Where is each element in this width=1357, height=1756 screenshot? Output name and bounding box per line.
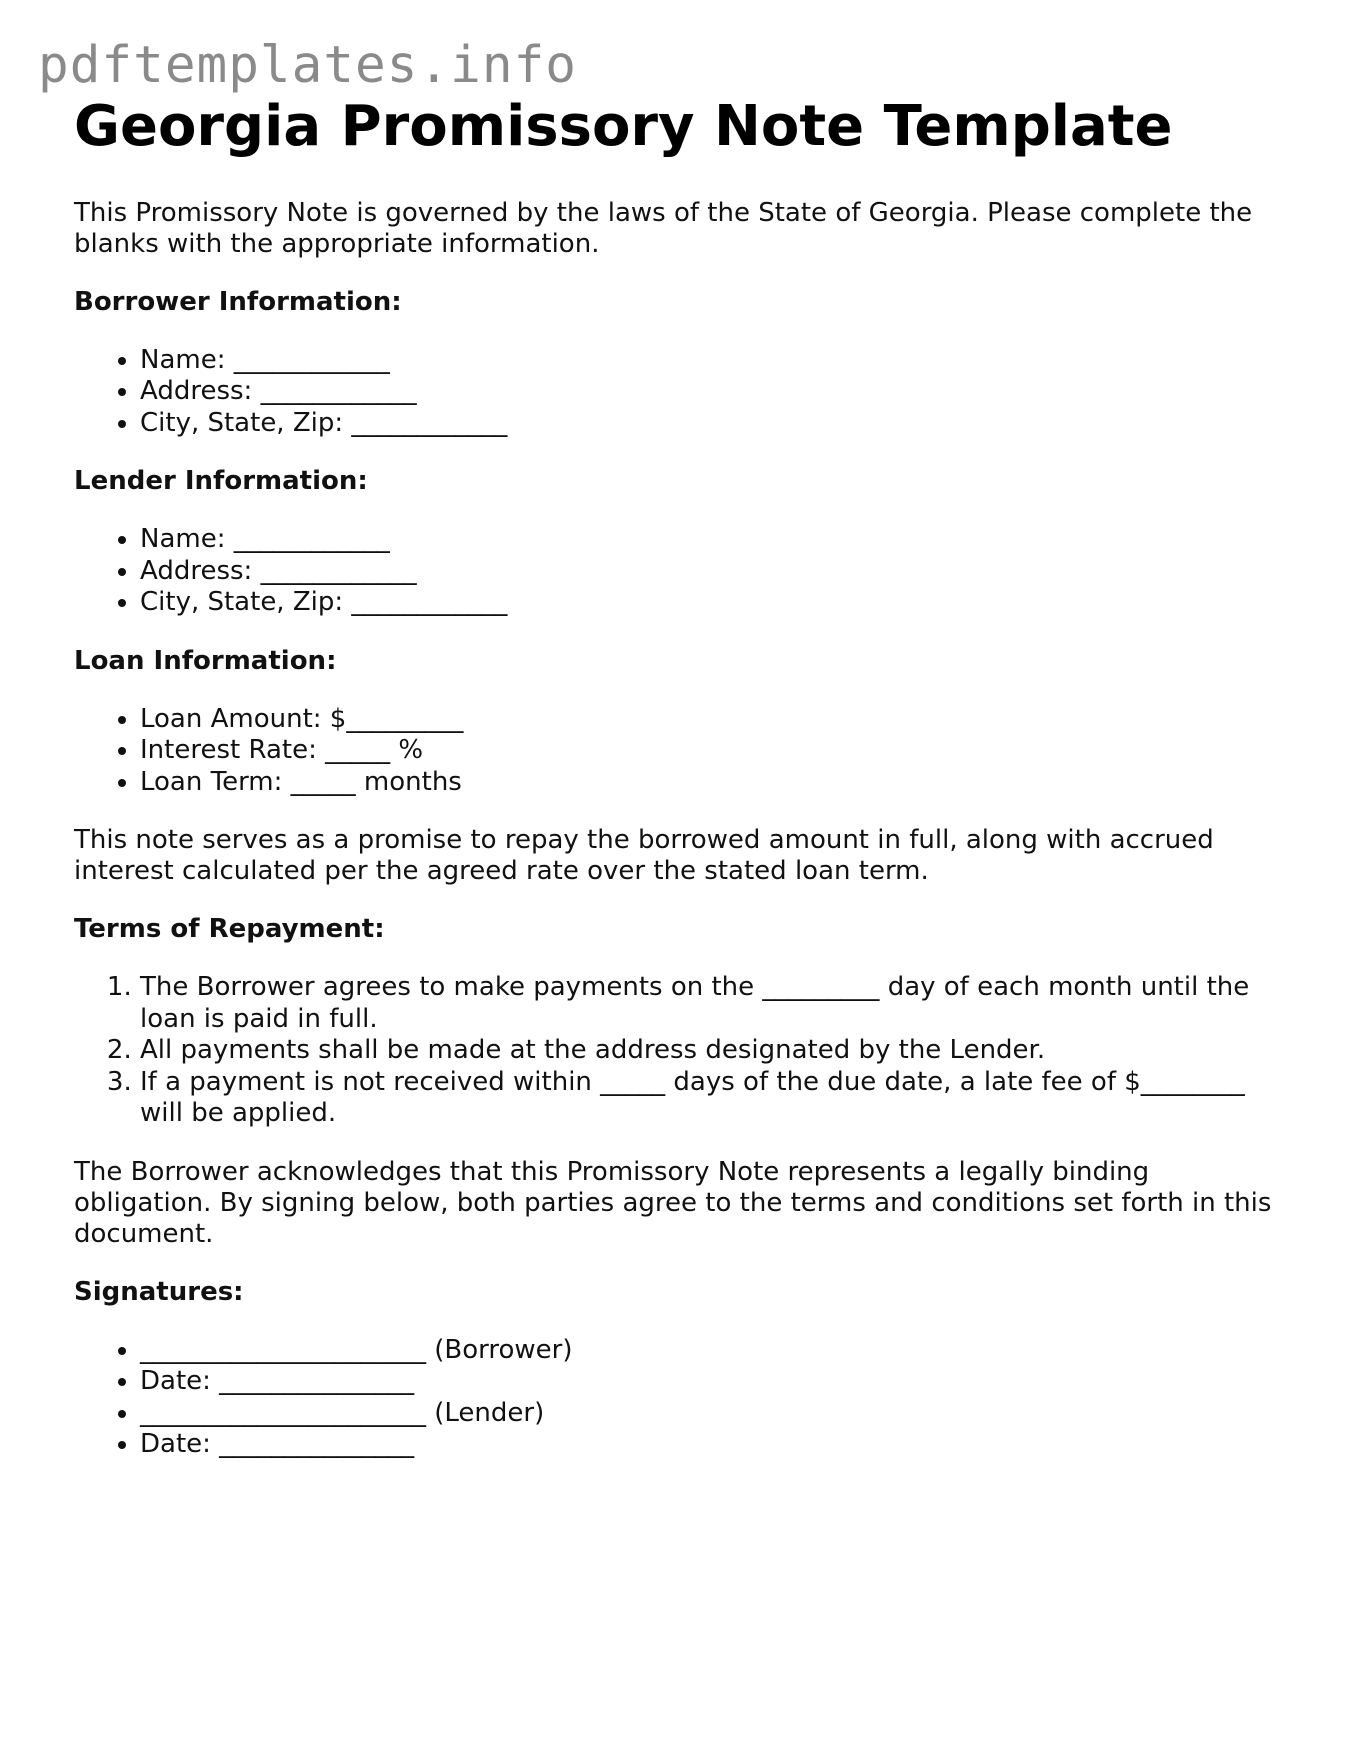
lender-name-item: • Name: ____________ [140, 524, 1294, 556]
signatures-heading: Signatures: [74, 1276, 244, 1307]
loan-term-item: • Loan Term: _____ months [140, 767, 1294, 799]
borrower-address-item: • Address: ____________ [140, 376, 1294, 408]
loan-heading: Loan Information: [74, 645, 337, 676]
repayment-term-3: 3. If a payment is not received within _____ days of the due date, a late fee of $________ will be applied. [140, 1067, 1294, 1130]
lender-list [74, 524, 1294, 619]
page-title: Georgia Promissory Note Template [74, 94, 1173, 159]
lender-date-line: • Date: _______________ [140, 1429, 1294, 1461]
acknowledgement-paragraph: The Borrower acknowledges that this Promissory Note represents a legally binding obligation. By signing below, both parties agree to the terms and conditions set forth in this document. [74, 1156, 1272, 1249]
borrower-heading: Borrower Information: [74, 286, 402, 317]
interest-rate-item: • Interest Rate: _____ % [140, 735, 1294, 767]
repayment-heading: Terms of Repayment: [74, 914, 385, 945]
repayment-term-1: 1. The Borrower agrees to make payments on the _________ day of each month until the loan is paid in full. [140, 972, 1294, 1035]
repayment-term-2: 2. All payments shall be made at the address designated by the Lender. [140, 1035, 1294, 1067]
borrower-city-state-zip-item: • City, State, Zip: ____________ [140, 408, 1294, 440]
repayment-list [74, 972, 1294, 1130]
lender-city-state-zip-item: • City, State, Zip: ____________ [140, 587, 1294, 619]
loan-amount-item: • Loan Amount: $_________ [140, 704, 1294, 736]
note-paragraph: This note serves as a promise to repay the borrowed amount in full, along with accrued interest calculated per the agreed rate over the stated loan term. [74, 825, 1214, 887]
lender-signature-line: • ______________________ (Lender) [140, 1398, 1294, 1430]
borrower-list [74, 345, 1294, 440]
borrower-name-item: • Name: ____________ [140, 345, 1294, 377]
borrower-signature-line: • ______________________ (Borrower) [140, 1335, 1294, 1367]
borrower-date-line: • Date: _______________ [140, 1366, 1294, 1398]
watermark: pdftemplates.info [38, 36, 577, 95]
lender-address-item: • Address: ____________ [140, 556, 1294, 588]
lender-heading: Lender Information: [74, 466, 368, 497]
document-page [74, 96, 1294, 1461]
signatures-list [74, 1335, 1294, 1461]
intro-paragraph: This Promissory Note is governed by the laws of the State of Georgia. Please complete the blanks with the appropriate information. [74, 197, 1253, 259]
loan-list [74, 704, 1294, 799]
